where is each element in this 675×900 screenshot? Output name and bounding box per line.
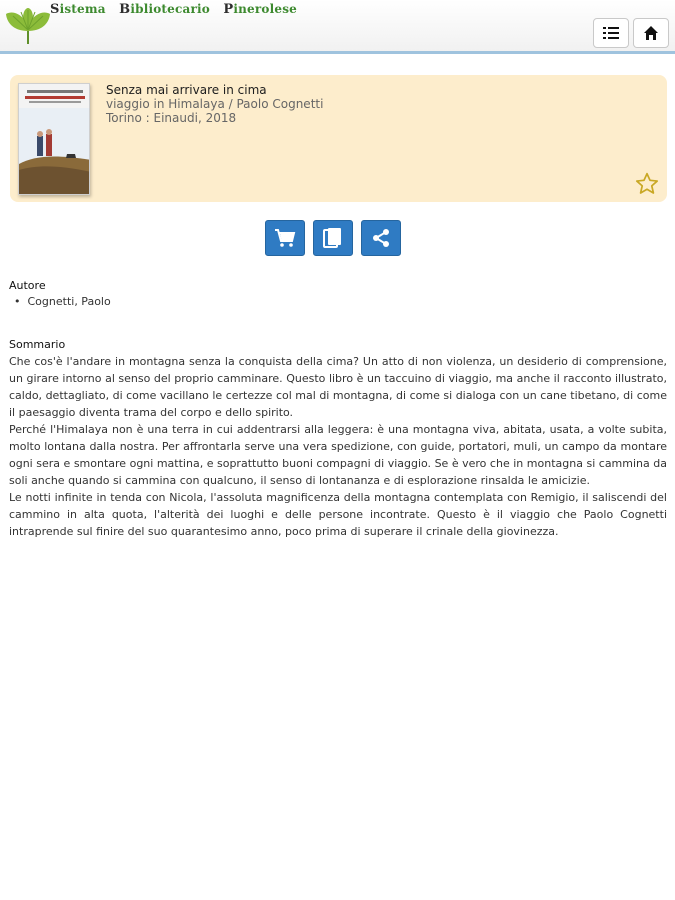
share-button[interactable] [361, 220, 401, 256]
app-header [0, 0, 675, 54]
copies-button[interactable] [313, 220, 353, 256]
book-publication: Torino : Einaudi, 2018 [106, 111, 237, 125]
list-icon [603, 26, 619, 40]
cart-icon [274, 228, 296, 248]
copies-icon [323, 227, 343, 249]
logo-word: Sistema [50, 2, 106, 17]
share-icon [371, 228, 391, 248]
summary-paragraph: Le notti infinite in tenda con Nicola, l'assoluta magnificenza della montagna contemplata con Remigio, il saliscendi del cammino in alta quota, l'alterità dei luoghi e delle persone incontrate. Questo è il viaggio che Paolo Cognetti intraprende sul finire del suo quarantesimo anno, poco prima di superare il crinale della giovinezza. [9, 491, 667, 538]
author-list [14, 295, 111, 308]
author-item[interactable]: • Cognetti, Paolo [14, 295, 111, 308]
book-cover-image [19, 84, 90, 195]
home-icon [643, 25, 659, 41]
logo-word: Pinerolese [223, 2, 297, 17]
logo-word: Bibliotecario [119, 2, 210, 17]
author-heading: Autore [9, 279, 46, 292]
list-button[interactable] [593, 18, 629, 48]
ginkgo-leaf-logo-icon [5, 6, 51, 46]
home-button[interactable] [633, 18, 669, 48]
cart-button[interactable] [265, 220, 305, 256]
record-card [10, 75, 667, 202]
book-cover[interactable] [18, 83, 90, 195]
star-outline-icon[interactable] [634, 171, 660, 197]
site-logo-text[interactable] [50, 2, 306, 17]
summary-paragraph: Perché l'Himalaya non è una terra in cui addentrarsi alla leggera: è una montagna viva, abitata, usata, a volte subita, molto lontana dalla nostra. Per affrontarla serve una vera spedizione, con guide, portatori, muli, un campo da montare ogni sera e smontare ogni mattina, e soprattutto buoni compagni di viaggio. Se è vero che in montagna si cammina da soli anche quando si cammina con qualcuno, il senso di lontananza e di esplorazione rinsalda le amicizie. [9, 423, 667, 487]
summary-text [9, 353, 667, 540]
summary-paragraph: Che cos'è l'andare in montagna senza la conquista della cima? Un atto di non violenza, un desiderio di comprensione, un girare intorno al senso del proprio camminare. Questo libro è un taccuino di viaggio, ma anche il racconto illustrato, caldo, dettagliato, di come vacillano le certezze col mal di montagna, di come si dialoga con un cane tibetano, di come il paesaggio diventa trama del corpo e dello spirito. [9, 355, 667, 419]
book-title: Senza mai arrivare in cima [106, 83, 267, 97]
summary-heading: Sommario [9, 338, 66, 351]
book-subtitle: viaggio in Himalaya / Paolo Cognetti [106, 97, 324, 111]
